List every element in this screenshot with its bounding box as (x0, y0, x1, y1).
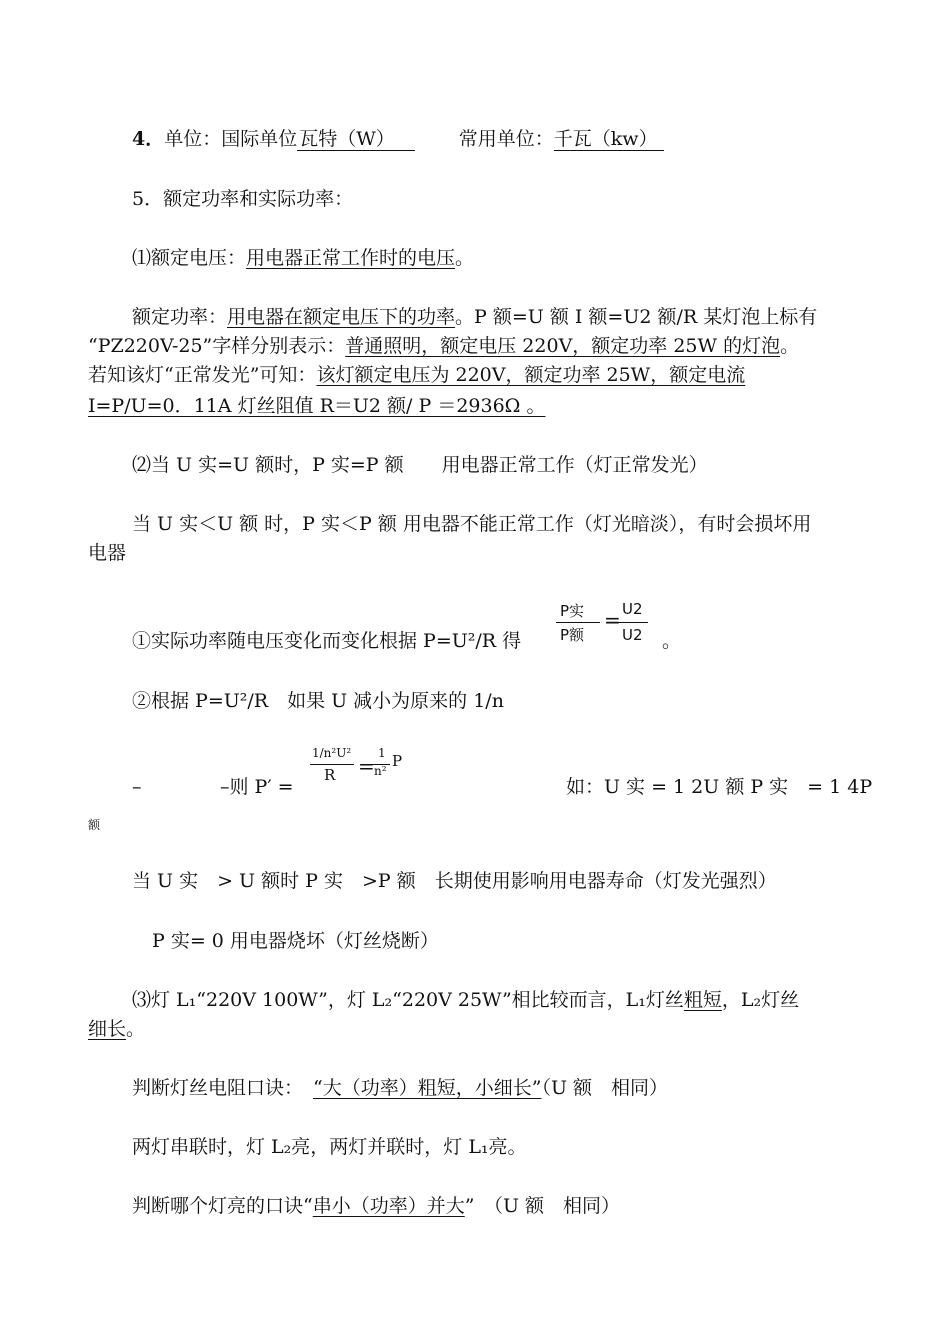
actual-power-period: 。 (662, 630, 682, 652)
lamps-compare-end: 。 (126, 1018, 146, 1040)
rule1-text: “大（功率）粗短，小细长” (313, 1077, 542, 1099)
frac2-rhs: P (392, 752, 403, 770)
rated-voltage-period: 。 (455, 247, 475, 269)
frac1-bar-right (618, 622, 648, 623)
rule2-label: 判断哪个灯亮的口诀“ (132, 1195, 313, 1217)
unit-intl: 瓦特（W） (297, 128, 415, 151)
rule1-line (132, 1075, 668, 1101)
frac2-den: R (324, 766, 336, 784)
rule2-text: 串小（功率）并大 (312, 1195, 465, 1217)
rated-label-text: “PZ220V-25”字样分别表示： (88, 335, 346, 357)
rule1-label: 判断灯丝电阻口诀： (132, 1077, 304, 1099)
series-parallel-line: 两灯串联时，灯 L₂亮，两灯并联时，灯 L₁亮。 (132, 1136, 527, 1158)
rated-label-meaning: 普通照明，额定电压 220V，额定功率 25W 的灯泡 (345, 335, 781, 357)
frac2-bar (310, 764, 354, 765)
rated-voltage-def: 用电器正常工作时的电压 (246, 247, 456, 269)
rated-power-def: 用电器在额定电压下的功率 (227, 306, 456, 328)
actual-power-line: ①实际功率随电压变化而变化根据 P=U²/R 得 (132, 630, 522, 652)
rated-current-values: I=P/U=0．11A 灯丝阻值 R＝U2 额/ P ＝2936Ω 。 (88, 395, 546, 417)
rated-power-formula: 。P 额=U 额 I 额=U2 额/R 某灯泡上标有 (455, 306, 818, 328)
case-equal: ⑵当 U 实=U 额时，P 实=P 额 用电器正常工作（灯正常发光） (132, 454, 708, 476)
lamps-compare-line (132, 987, 799, 1013)
unit-common-label: 常用单位： (458, 128, 554, 150)
rated-voltage-label: ⑴额定电压： (132, 247, 247, 269)
rated-power-line (132, 304, 817, 330)
frac1-equals: = (604, 608, 621, 632)
reduce-voltage-line: ②根据 P=U²/R 如果 U 减小为原来的 1/n (132, 690, 504, 712)
rule2-line (132, 1193, 620, 1219)
frac1-den-left: P额 (560, 626, 585, 644)
unit-line (132, 126, 664, 152)
unit-common: 千瓦（kw） (554, 128, 664, 151)
unit-label: 单位：国际单位 (164, 128, 298, 150)
lamps-compare-mid: ，L₂灯丝 (721, 989, 800, 1011)
frac2-rhs-num: 1 (378, 746, 386, 760)
case-less-b: 电器 (88, 542, 127, 564)
rated-known-line (88, 362, 745, 388)
case-less-a: 当 U 实＜U 额 时，P 实＜P 额 用电器不能正常工作（灯光暗淡），有时会损坏用 (132, 513, 812, 535)
lamps-compare-text: ⑶灯 L₁“220V 100W”，灯 L₂“220V 25W”相比较而言，L₁灯丝 (132, 989, 684, 1011)
power-ratio-formula (552, 600, 662, 650)
rated-known-text: 若知该灯“正常发光”可知： (88, 364, 317, 386)
example-tail: 额 (88, 818, 101, 832)
rated-power-label: 额定功率： (132, 306, 228, 328)
lamps-thin: 细长 (88, 1018, 127, 1040)
rule1-tail: （U 额 相同） (541, 1077, 669, 1099)
then-label: –则 P′ = (220, 776, 294, 798)
frac2-rhs-den: n² (374, 764, 387, 778)
frac2-num: 1/n²U² (312, 746, 352, 760)
rated-known-values: 该灯额定电压为 220V，额定功率 25W，额定电流 (316, 364, 746, 386)
lamps-compare-line2 (88, 1016, 145, 1042)
unit-number: 4． (132, 128, 165, 150)
frac1-num-right: U2 (622, 600, 643, 618)
rated-current-line (88, 393, 545, 419)
frac1-num-left: P实 (560, 602, 585, 620)
case-greater: 当 U 实 > U 额时 P 实 >P 额 长期使用影响用电器寿命（灯发光强烈） (132, 870, 777, 892)
rated-label-period: 。 (780, 335, 800, 357)
frac1-bar-left (556, 622, 600, 623)
rule2-tail: ” （U 额 相同） (464, 1195, 621, 1217)
rated-heading: 5．额定功率和实际功率： (132, 188, 354, 210)
rated-voltage-line (132, 245, 474, 271)
example-line: 如：U 实 = 1 2U 额 P 实 = 1 4P (566, 776, 873, 798)
then-dash: – (132, 776, 142, 798)
lamps-thick: 粗短 (683, 989, 722, 1011)
frac2-equals: = (358, 754, 375, 778)
case-zero: P 实= 0 用电器烧坏（灯丝烧断） (152, 930, 439, 952)
reduced-power-formula (308, 746, 418, 796)
frac1-den-right: U2 (622, 626, 643, 644)
rated-label-line (88, 333, 799, 359)
